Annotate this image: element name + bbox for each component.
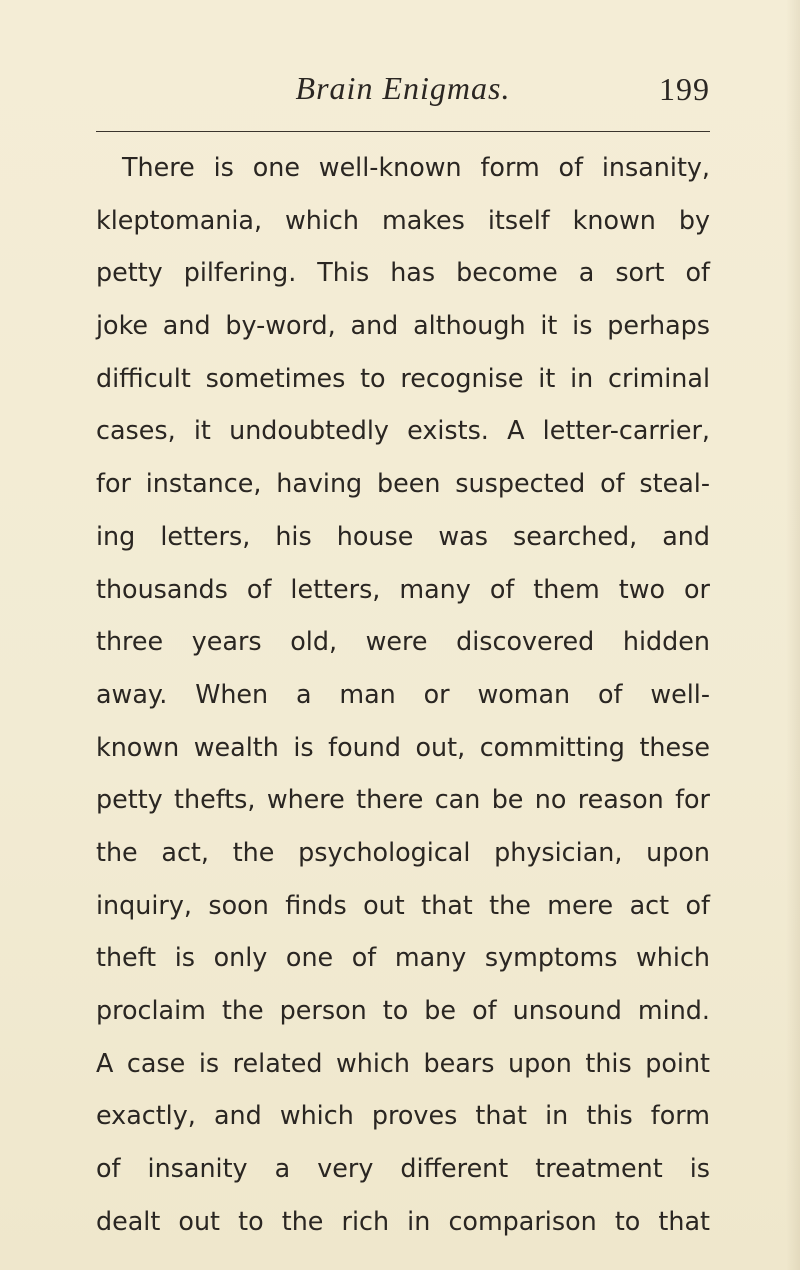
text-line: exactly, and which proves that in this form bbox=[96, 1100, 710, 1131]
page-header bbox=[96, 70, 710, 120]
text-line: cases, it undoubtedly exists. A letter-carrier, bbox=[96, 415, 710, 446]
text-line: petty pilfering. This has become a sort of bbox=[96, 257, 710, 288]
page-edge-shadow bbox=[786, 0, 800, 1270]
text-line: petty thefts, where there can be no reason for bbox=[96, 784, 710, 815]
text-line: away. When a man or woman of well- bbox=[96, 678, 710, 709]
header-rule bbox=[96, 131, 710, 132]
text-line: proclaim the person to be of unsound mind. bbox=[96, 995, 710, 1025]
text-line: A case is related which bears upon this point bbox=[96, 1047, 710, 1078]
text-line: difficult sometimes to recognise it in criminal bbox=[96, 362, 710, 393]
text-line: ing letters, his house was searched, and bbox=[96, 520, 710, 551]
running-title: Brain Enigmas. bbox=[295, 70, 511, 106]
text-line: for instance, having been suspected of steal- bbox=[96, 468, 710, 499]
text-line: kleptomania, which makes itself known by bbox=[96, 204, 710, 235]
text-line: three years old, were discovered hidden bbox=[96, 626, 710, 657]
page-number: 199 bbox=[659, 71, 710, 107]
text-line: thousands of letters, many of them two or bbox=[96, 573, 710, 604]
text-line: of insanity a very different treatment is bbox=[96, 1153, 710, 1184]
text-line: inquiry, soon finds out that the mere act of bbox=[96, 889, 710, 920]
text-line: dealt out to the rich in comparison to that bbox=[96, 1205, 710, 1236]
text-line: theft is only one of many symptoms which bbox=[96, 942, 710, 973]
text-line: There is one well-known form of insanity, bbox=[122, 152, 710, 182]
body-text bbox=[96, 141, 710, 1247]
text-line: the act, the psychological physician, upon bbox=[96, 836, 710, 867]
text-line: known wealth is found out, committing these bbox=[96, 731, 710, 762]
text-line: joke and by-word, and although it is perhaps bbox=[96, 310, 710, 341]
